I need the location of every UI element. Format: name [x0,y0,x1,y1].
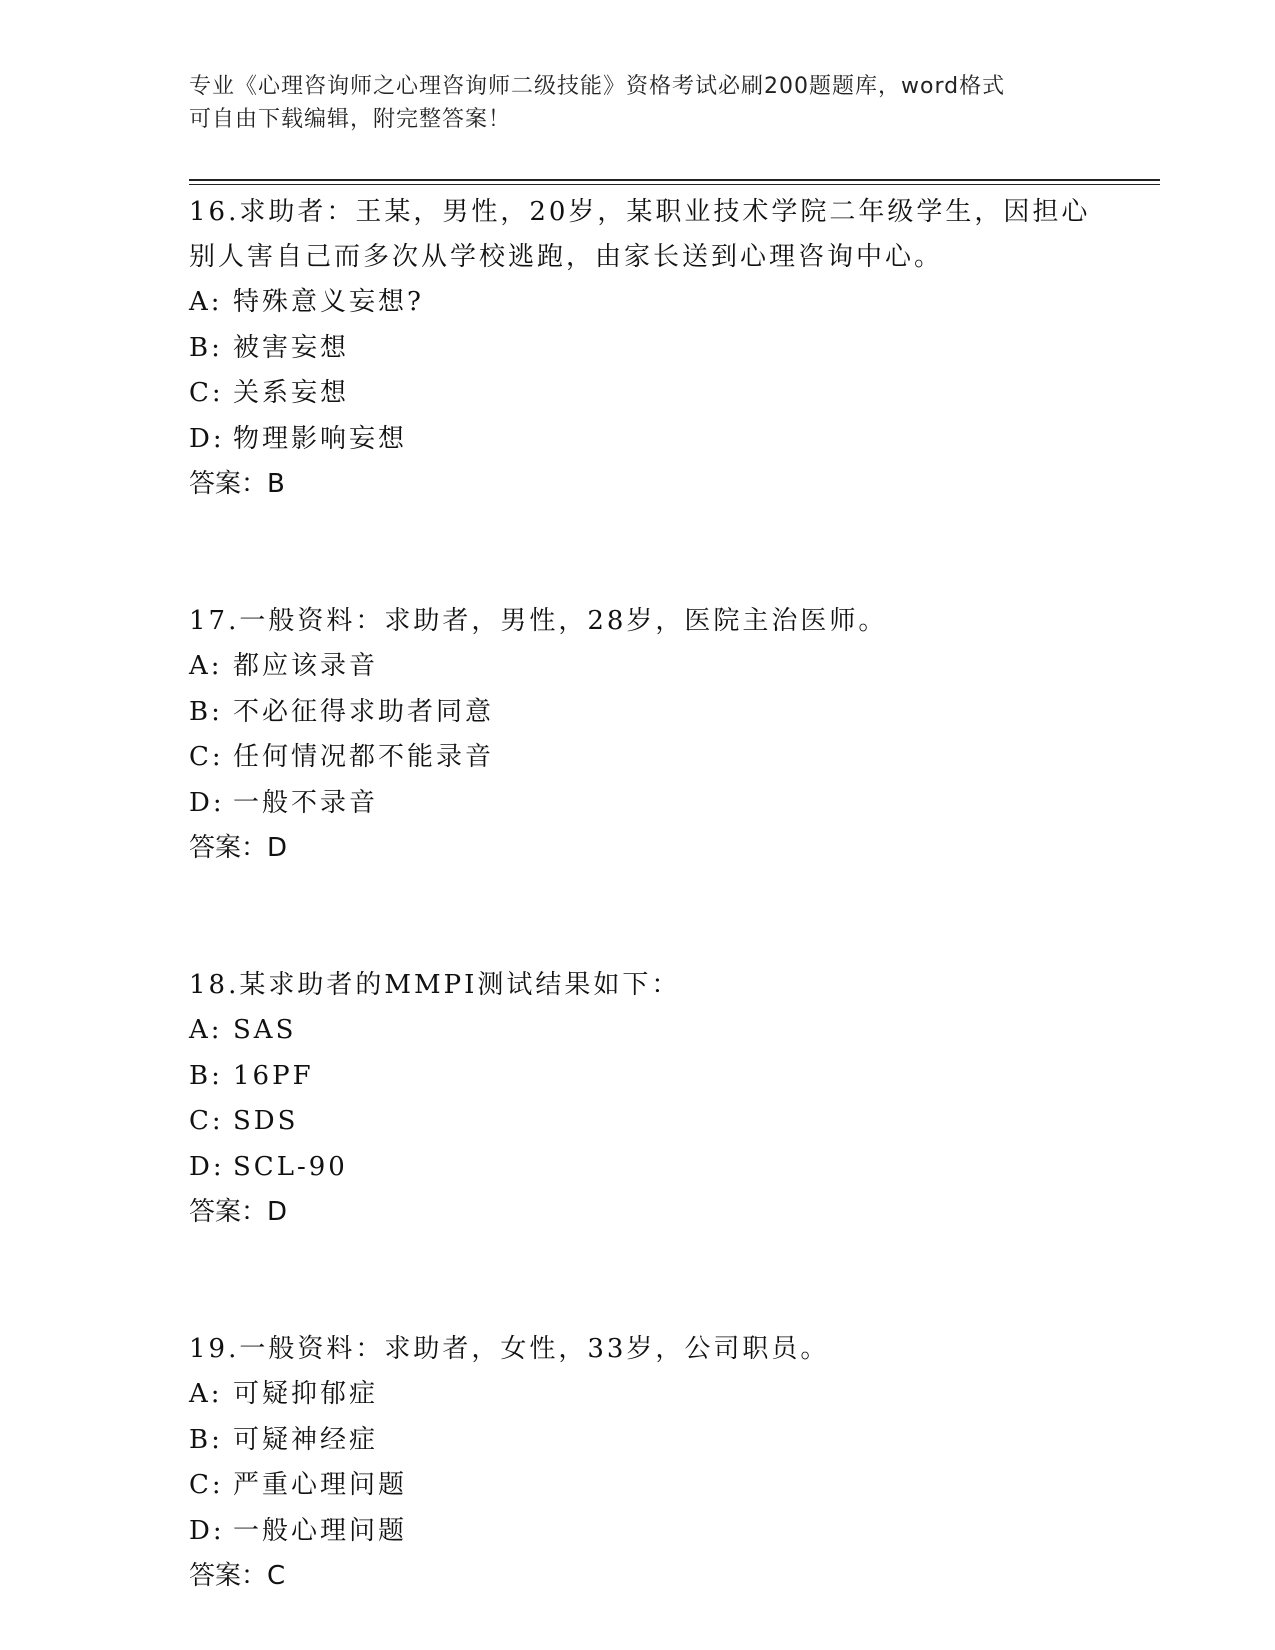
question-17 [189,599,1129,871]
answer-line: 答案：D [189,1197,288,1227]
option-a [189,1008,1129,1054]
header-divider [189,179,1160,185]
option-c [189,1463,1129,1509]
option-d [189,781,1129,827]
option-text: 可疑抑郁症 [233,1379,379,1409]
option-b [189,1054,1129,1100]
question-stem [189,599,1129,644]
option-text: 物理影响妄想 [233,423,408,454]
header-line-1: 专业《心理咨询师之心理咨询师二级技能》资格考试必刷200题题库，word格式 [189,74,1006,99]
option-c [189,1099,1129,1145]
option-key: C: [189,1106,224,1136]
option-a [189,644,1129,690]
question-19 [189,1327,1129,1599]
option-b [189,1418,1129,1464]
option-key: A: [189,1379,223,1409]
question-list [189,190,1129,1599]
option-key: B: [189,332,223,363]
answer-line: 答案：D [189,833,288,863]
option-key: D: [189,423,225,454]
question-spacer [189,871,1129,963]
option-text: SCL-90 [233,1151,348,1182]
option-b [189,326,1129,372]
question-stem-line: 19.一般资料：求助者，女性，33岁，公司职员。 [189,1334,830,1364]
document-header [189,70,1089,136]
option-text: SAS [233,1015,297,1045]
option-d [189,417,1129,463]
question-stem-line: 18.某求助者的MMPI测试结果如下： [189,970,681,1000]
option-a [189,280,1129,326]
option-key: D: [189,787,225,818]
option-text: 一般心理问题 [233,1515,408,1546]
option-text: 被害妄想 [233,332,350,363]
option-key: B: [189,1424,223,1455]
option-key: C: [189,1470,224,1500]
option-text: 可疑神经症 [233,1424,379,1455]
option-text: 关系妄想 [233,378,350,408]
option-text: 一般不录音 [233,787,379,818]
question-stem-line: 别人害自己而多次从学校逃跑，由家长送到心理咨询中心。 [189,242,944,272]
question-stem [189,1327,1129,1372]
question-stem-line: 17.一般资料：求助者，男性，28岁，医院主治医师。 [189,606,888,636]
question-16 [189,190,1129,507]
question-18 [189,963,1129,1235]
option-text: 严重心理问题 [233,1470,408,1500]
option-b [189,690,1129,736]
option-text: 不必征得求助者同意 [233,696,495,727]
question-spacer [189,507,1129,599]
question-stem [189,963,1129,1008]
option-d [189,1509,1129,1555]
answer-line: 答案：C [189,1561,286,1591]
question-stem-line: 16.求助者：王某，男性，20岁，某职业技术学院二年级学生，因担心 [189,197,1091,227]
option-key: C: [189,378,224,408]
question-stem [189,190,1129,280]
option-key: A: [189,651,223,681]
answer-line: 答案：B [189,469,285,499]
option-text: 16PF [233,1060,314,1091]
option-key: A: [189,1015,223,1045]
option-key: D: [189,1515,225,1546]
option-key: D: [189,1151,225,1182]
option-a [189,1372,1129,1418]
option-key: C: [189,742,224,772]
option-text: 任何情况都不能录音 [233,742,495,772]
option-text: SDS [233,1106,299,1136]
option-d [189,1145,1129,1191]
option-c [189,735,1129,781]
option-c [189,371,1129,417]
option-key: B: [189,1060,223,1091]
option-text: 都应该录音 [233,651,379,681]
option-key: B: [189,696,223,727]
question-spacer [189,1235,1129,1327]
header-line-2: 可自由下载编辑，附完整答案！ [189,107,512,132]
option-text: 特殊意义妄想? [233,287,424,317]
option-key: A: [189,287,223,317]
